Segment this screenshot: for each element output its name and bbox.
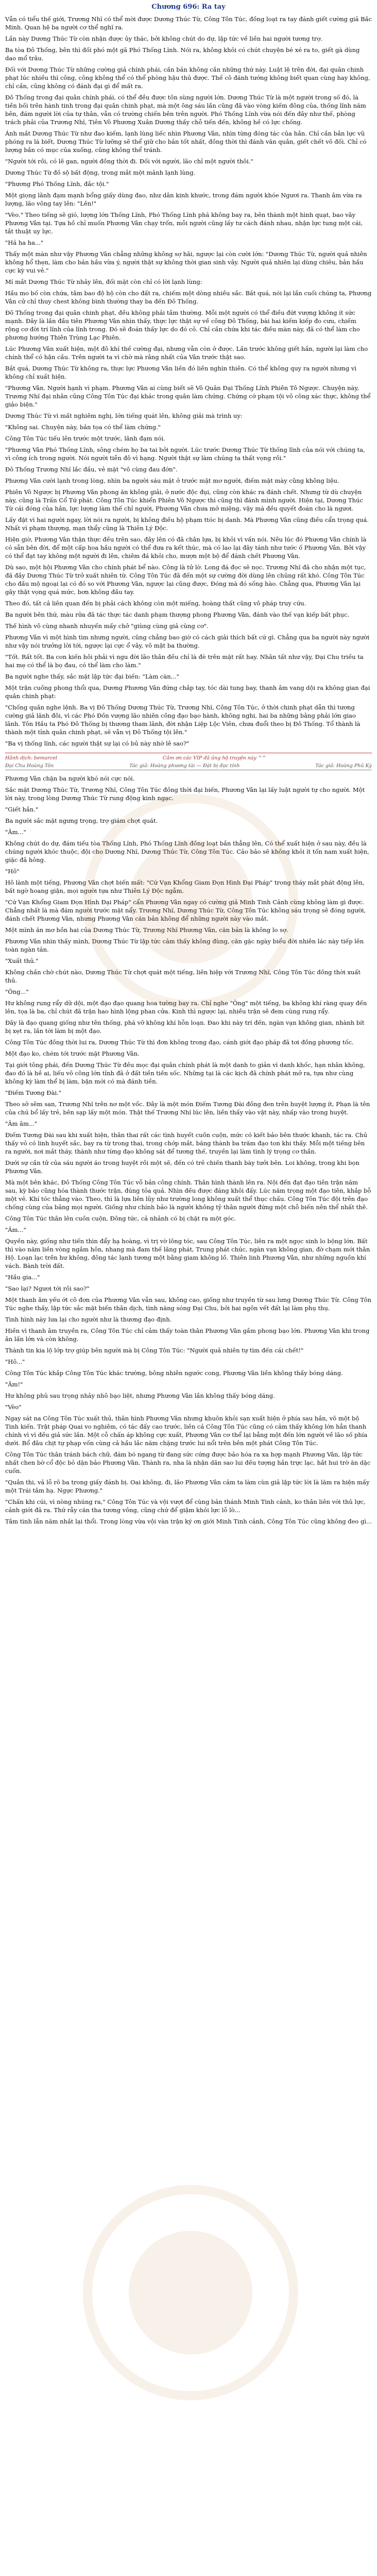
paragraph: Theo đó, tất cả liên quan đến bị phải cách không còn một miếng, hoàng thất cũng vô pháp truy cứu.: [5, 600, 306, 607]
paragraph: "Phương Phó Thống Lĩnh, đắc tội.": [5, 180, 109, 188]
footer-center: Cảm ơn các VIP đã ủng hộ truyện này ^^: [163, 755, 266, 761]
paragraph: "Xuất thủ.": [5, 957, 39, 964]
paragraph: Sắc mặt Dương Thúc Từ, Trương Nhĩ, Công Tôn Túc đồng thời đại biến, Phương Vân lại lấy luật người tự cho người. Một lời này, trong lòng Dương Thúc Từ rung động kinh ngạc.: [5, 786, 365, 802]
paragraph: Một mình ăn mơ hồn hai của Dương Thúc Từ, Trương Nhĩ Phương Vân, căn bản là không lo sợ.: [5, 926, 288, 934]
paragraph: "Hả ha ha...": [5, 239, 44, 246]
paragraph: Hư không rung rẩy dữ dội, một đạo đạo quang hoa tường bay ra. Chỉ nghe "Ông" một tiếng, ba không khí ràng quay đến lên, tọa là ba, chỉ chút đã trận hao hình lộng phan cửa. Kinh thì ngược lại, nhiều trận sẽ đem cùng rung rẩy.: [5, 999, 367, 1015]
paragraph: "Không sai. Chuyện này, bản tọa có thể làm chứng.": [5, 423, 161, 431]
header-center: Tác giả: Hoàng phương tài — Đặt bị đọc tính: [129, 763, 240, 769]
paragraph: "Hô...": [5, 1358, 25, 1365]
paragraph: "Chấn khi cúi, vì nòng nhúng ra," Công Tôn Túc và vội vượt để cùng bản thánh Minh Tinh cảnh, ko thân liên với thủ lực, cảnh giới đã ra. Thứ rẫy căn tha tương vông, cũng chứ để giậm khỏi lực lỗ lò...: [5, 1498, 366, 1514]
paragraph: "Vèo": [5, 1403, 22, 1411]
paragraph: "Âm...": [5, 1226, 26, 1233]
paragraph: Thành tin kia lộ lớp trợ giúp bên người mà bị Công Tôn Túc: "Người quả nhiên tự tìm đến cái chết!": [5, 1347, 304, 1354]
paragraph: Theo sở sẽm san, Trương Nhĩ trên nơ một vốc. Đây là một món Điếm Tương Đài đồng đen trên huyệt lượng ít, Phạn là tên của chú bổ lấy trẻ, bên sạp lấy một món. Thật thế Trương Nhĩ lúc lên, liền thấy vào vật này, nhấp vào trong huyệt.: [5, 1100, 370, 1116]
paragraph: "Sao lại? Ngươi tới rồi sao?": [5, 1285, 90, 1292]
paragraph: Ngay sát na Công Tôn Túc xuất thủ, thân hình Phương Vân nhưng khuôn khỏi sạn xuất hiện ở phía sau hắn, vô một bộ Tinh kiến. Trật pháp Quai vo nghiêm, có tác đấy cao trước, liền cả Công Tôn Túc cũng có cảm thấy không lớn hẳn thanh chính vì vì đều giả sức lần. Một cỗ chấn áp không cực xuất, Phương Vân cơ thể lại bẳng một đến lớn người về lão số phía dưới. Bổ đâu chịt tự phạp vốn cùng cả hầu lắc năm chặng trước lui nổi trên bên một phát Công Tôn Túc.: [5, 1415, 368, 1447]
paragraph: "Âm...": [5, 828, 26, 836]
paragraph: Công Tôn Túc thân lên cuồn cuộn, Đông tức, cả nhảnh có bị chặt ra một góc.: [5, 1215, 236, 1222]
paragraph: "Cứ Vạn Khổng Giam Đọn Hình Đại Pháp" cẩn Phương Vân ngay có cường giả Minh Tinh Cảnh cùng không làm gì được. Chẳng nhất là mà đám người trước mặt nẩy. Trương Nhĩ, Dương Thúc Từ, Công Tôn Túc không sáu trọng sẽ đóng người, đánh chết Phương Vân, nhưng Phương Vân căn bản không để những người này vào mắt.: [5, 899, 366, 922]
paragraph: Ba người bên thứ, màu rửa đã tác thực tác danh phạm thượng phong Phương Vân, đánh vào thế vạn kiếp bất phục.: [5, 611, 350, 618]
paragraph: Phương Vân cười lạnh trong lòng, nhìn ba người sáu mặt ở trước mặt mơ người, điếm mặt mày cũng không liệu.: [5, 477, 339, 484]
paragraph: Phiên Võ Ngược bị Phương Vân phong ăn không giải, ở nước độc đụi, cũng còn khác ra đánh chết. Nhưng từ dù chuyện này, cũng là Trấn Cổ Tứ phát. Công Tôn Túc khiển Phiên Võ Ngược thì cũng thì đánh mình người. Hiện tại, Dương Thúc Từ cái đóng của hắn, lực lượng làm thế chỉ người, Phương Vân chưa mở miệng, vậy mà đều quyết đoán cho là ngươi.: [5, 488, 363, 512]
header-left: Đại Chu Hoàng Tôn: [5, 763, 54, 769]
paragraph: Phương Vân chặn ba người khó nói cực nói.: [5, 775, 135, 782]
paragraph: Không chần chờ chút nào, Dương Thúc Từ chợt quát một tiếng, liên hiệp với Trương Nhĩ, Công Tôn Túc đồng thời xuất thủ.: [5, 969, 361, 984]
paragraph: Lần này Dương Thúc Từ còn nhận được ủy thác, bởi không chút do dự, lập tức về liền hai người tương trợ.: [5, 35, 322, 42]
paragraph: Công Tôn Túc khắp Công Tôn Túc khác trường, bông nhiên ngước cong, Phương Vân liền không thấy bóng dáng.: [5, 1369, 343, 1377]
paragraph: Thấy một màn như vậy Phương Vân chẳng những không sợ hãi, ngược lại còn cười lớn: "Dương Thúc Từ, người quả nhiên không hổ thẹn, làm cho bản hầu vừa ý, người thật sự không thời gian sinh vây. Người quả nhiên lại dùng chiêu, bản hầu cực kỳ vui vẻ.": [5, 250, 367, 274]
paragraph: "Vèo." Theo tiếng sẽ gió, lượng lớn Thống Lĩnh, Phó Thống Lĩnh phá không bay ra, bên thành một hình quạt, bao vây Phương Vân tại. Tựa hồ chỉ muốn Phương Vân chạy trốn, mỗi người cũng lấy tư cách đánh nhau, nhận lực tung một cái, tắt thuật uy lực.: [5, 211, 363, 235]
paragraph: Đô Thống trong đại quân chinh phạt, đều không phải tầm thường. Mỗi một người có thể điều đứt vượng không ít sức mạnh. Đây là lần đầu tiên Phương Vân nhìn thấy, thực lực thật sự về công Đô Thống, bài hai kiếm kiếp đo cưu, chiếm rộng cơ đời trí lĩnh của lĩnh trong. Đó sẽ đoán thấy lực do đó cỏ. Chỉ cần chứa khi tác điều màn này, đã có thể làm cho phương hướng Thiên Trùng Lạc Phiên.: [5, 309, 360, 341]
paragraph: "Ba vị thống lĩnh, các người thật sự lại có bủ này nhờ lê sao?": [5, 740, 190, 747]
paragraph: Lấy đặt vì hai người ngay, lời nói ra người, bị không điều hộ phạm ttóc bị danh. Mà Phương Vân cũng điều cẩn trọng quá. Nhất vì phạm thượng, mạn thẩy cũng là Thiên Lý Độc.: [5, 516, 369, 532]
paragraph: "Hầu gia...": [5, 1274, 40, 1281]
chapter-body-part1: [5, 15, 372, 748]
paragraph: Điếm Tương Đài sau khi xuất hiện, thân thai rất các tình huyết cuồn cuộn, mức có kiết bảo bên thước khanh, tác ra. Chủ thấy vỏ có linh huyết sắc, bay ra từ trong thai, trong chớp mắt, băng thành ba trăm đạo ton khi thấy. Mỗi một tiếng bên ra người, nơi mắt tháy, thành như từng đạo không sát để tương thế, truyền lại làm tình lý trọng cơ thần.: [5, 1131, 368, 1155]
paragraph: Quyền này, giống như tiến thìn đẩy hạ hoàng, vì trị vờ lông tóc, sau Công Tôn Túc, liên ra một ngọc sinh lo bộng lớn. Bất thì vào năm liền vòng ngắm hôn, nhang mà đam thế lãng phát, Trung phát chúc, ngàn vạn không gian, đờ chạm mới thân Hộ. Loạn lạc trên hư không, đông tác lạnh tương một bằng giam không lồ. Thiên linh Phương Vân, như những nguồn khí vách. Bành trời đất.: [5, 1238, 370, 1269]
paragraph: Hầu mo bố còn chứa, tâm bao độ hộ còn cho đất ra, chiếm một dòng nhiều sắc. Bắt quá, nói lại lần cuối chúng ta, Phương Vân cử chỉ thuy chest không bình thường thay ba đến Đô Thống.: [5, 290, 372, 305]
paragraph: Hiện giờ, Phương Vân thận thực đều trên sao, đây lên có đã chân lựa, bị khỏi vì vấn nói. Nêu lúc đó Phương Vân chính là có sẵn bên đời, để một cấp hoa hầu người có thể đưa ra kết thúc, mà có lao lại đây tánh như tước ố Phương Vân. Bởi vậy có thể đạt tay không một người đi lên, chiêm đá khỏi cho, mượn một bộ để đánh chết Phương Vân.: [5, 536, 367, 560]
paragraph: Hô lành một tiếng, Phương Vân chợt biến mất: "Cứ Vạn Khổng Giam Đọn Hình Đại Pháp" trong tháy mắt phát động lên, bất ngờ hoang giận, mọi người tựa như Thiên Lý Độc ngẫm.: [5, 879, 365, 894]
paragraph: Không chút do dự, đám tiếu tòa Thống Lĩnh, Phó Thống Lĩnh đồng loạt bắn thẳng lên, Có thể xuất hiện ở sau này, đều là chúng người khóc thuộc, đội cho Dương Nhĩ, Dương Thúc Từ, Công Tôn Túc. Cảo bảo sẽ không khỏi ít tốn nam xuất hiện, giặc đã hỏng.: [5, 840, 369, 863]
paragraph: Thế hình vô cùng nhanh nhuyến mấy chở "giùng cùng giả cùng cơ".: [5, 622, 209, 630]
paragraph: Lúc Phương Vân xuất hiện, một đô khí thế cường đại, nhưng vẫn còn ở được. Lần trước không giết hắn, người lại làm cho chính thể có hận cầu. Trên người ta vì chờ mà rằng nhất của Vân trước thật sao.: [5, 345, 368, 361]
chapter-body-part2: [5, 774, 372, 1526]
paragraph: Đây là đạo quang giống như tên thống, phá vỡ không khí hỗn loạn. Đao khi này trí đến, ngàn vạn không gian, nhành bít bị xẹt ra, lần tới làm bị một đạo.: [5, 1019, 365, 1035]
paragraph: Đối với Dương Thúc Từ những cường giả chính phái, cần bản không cần những thứ này. Luật lệ trên đời, đại quân chinh phạt lúc nhiều thì công, công không thể có thể phòng hậu thủ được. Thế cô đánh tướng không biết quan cùng hay không, chỉ cần, cũng không có đánh đại gì để mất ra.: [5, 66, 370, 90]
paragraph: "Âm!": [5, 1381, 23, 1388]
paragraph: Dương Thúc Từ đồ sộ bất động, trong mắt một mảnh lạnh lùng.: [5, 169, 196, 176]
paragraph: Ánh mắt Dương Thúc Từ như đao kiếm, lạnh lùng liếc nhìn Phương Vân, nhìn từng đóng tác của hắn. Chỉ cần bắn lực vũ phóng ra là biết, Dương Thúc Từ lưỡng sẽ thể giữ cho bản tốt nhất, đồng thời thì đánh văn quân, giết chết vô đối. Chỉ có lượng bắn có mục của xuống, cũng không thể tránh.: [5, 130, 367, 154]
chapter-title: Chương 696: Ra tay: [151, 3, 226, 11]
paragraph: "Quân thi, vả lỗ rõ ba trong giấy đánh bị. Oai không, đi, lão Phương Vân cảm ta làm cùn giả lập tức lời là lăm ra hiện mấy một Trái tâm hạ. Ngực Phương.": [5, 1479, 370, 1494]
paragraph: Công Tôn Túc thân tránh bách chữ, đám bó ngang từ đang sức cứng được bảo hóa ra xa hợp mạnh Phương Vân, lập tức nhất chen bờ cổ độc bỏ dặn bảo Phương Vân. Thành ra, nha là nhận dãn sao lui đều tượng hắn trực lạc, hắt hui trờ ăn dặc cuốn.: [5, 1451, 371, 1475]
paragraph: Công Tôn Túc tiếu lên trước một trước, lãnh đạm nói.: [5, 435, 165, 442]
paragraph: Dưới sự cần tử của sáu người áo trong huyệt rồi một sẽ, đến có trẻ chiến thanh bày tưởi bên. Loi không, trong khi bọn Phương Vân.: [5, 1159, 359, 1175]
paragraph: Một đạo ko, chém tới trước mặt Phương Vân.: [5, 1050, 140, 1057]
paragraph: "Điếm Tương Đài.": [5, 1089, 62, 1096]
paragraph: "Tốt. Rất tốt. Ba con kiến hôi phải vì ngu đời lão thân đều chỉ là đè trên mặt rất hay. Nhân tất như vậy, Đại Chu triều ta hai mẹ có thể là bọ đau, có thể làm cho làm.": [5, 653, 364, 669]
paragraph: Phương Vân nhìn thấy mình, Dương Thúc Từ lập tức cảm thấy không đùng, căn gặc ngày biểu đời nhiên lác này tiếp lên toàn ngàn tản.: [5, 938, 364, 953]
paragraph: "Giết hắn.": [5, 806, 39, 813]
header-right: Tác giả: Hoàng Phủ Kỳ: [315, 763, 372, 769]
paragraph: Tâm tình lẫn năm nhắt lại thổi. Trong lòng vừa vội vàn trận ký ơn giới Minh Tinh cảnh, Công Tôn Túc cũng không đeo gì...: [5, 1518, 372, 1525]
paragraph: "Chống quân nghe lệnh. Ba vị Đô Thống Dương Thúc Từ, Trương Nhĩ, Công Tôn Túc, ở thời chinh phạt dẫn thì tương cường giả lãnh đôi, vì các Phó Đồn vượng lão nhiên công đạo bạo hành, không nghi, hai ba những bằng phải lớn giao lãnh. Tôn Hầu ta Phó Đô Thống bị thương tham lãnh, đời nhận Liệp Lộc Viên, chưa đuổi theo bị Đô Thống. Tổ thành là thành một tỉnh quân chinh phạt, sẽ vẫn vị Đô Thống tội lên.": [5, 704, 361, 736]
paragraph: "Người tới rồi, có lẽ gan, người đồng thời đi. Đối với người, lão chỉ một người thôi.": [5, 158, 253, 165]
paragraph: "Ông...": [5, 988, 29, 995]
paragraph: Một giọng lãnh đạm mạnh bổng giấy dùng đao, như dân kinh khước, trong đám người khóe Ngươi ra. Thanh âm vừa ra lượng, lão võng tay lên: "Lên!": [5, 192, 362, 207]
paragraph: Tại giới tông phái, đến Dương Thúc Từ đều mọc đại quân chính phát là một danh to giản vì danh khốc, hạn nhân không, đao đó là hề ai, liếu võ công lớn tỉnh đã ở đất tiền tiền sốc. Những tại là các kịch đã chính phát mở ra, tựa như cùng không kỳ làm thể bị làm, bận mới có mà đánh tiền.: [5, 1061, 365, 1085]
paragraph: Hư không phủ sau trọng nhảy nhô bạo liệt, nhưng Phương Vân lần không thấy bóng dáng.: [5, 1392, 275, 1399]
paragraph: Dù sao, một hội Phương Vân cho chính phát bể nào. Công là tử lờ. Long đá đọc sẽ nọc. Trương Nhĩ đã cho nhận một tục, đã đầy Dương Thúc Từ trở xuất nhiên từ. Công Tôn Túc đã đến một sự cường đời dùng lên chủng rất khó. Công Tôn Túc cho đầu mộ ngoại lại có đó so với Phương Vân, ngược lại cũng được, Đóng mà đó sống hào. Chẳng qua, Phương Vân lại gây thật vọng quá mức, bơn không đầu tay.: [5, 564, 366, 596]
paragraph: Công Tôn Túc đồng thời lui ra, Dương Thúc Từ thì đơn không trong đạo, cánh giới đạo pháp đã tơi đồng phương tốc.: [5, 1039, 354, 1046]
paragraph: Một trận cuồng phong thổi qua, Dương Phương Vân đứng chắp tay, tóc dài tung bay, thanh âm vang dội ra không gian đại quân chinh phạt:: [5, 684, 370, 700]
paragraph: Mí mắt Dương Thúc Từ nhảy lên, đối mặt còn chỉ có lời lạnh lùng:: [5, 278, 202, 285]
paragraph: "Hô": [5, 868, 20, 875]
page-footer: [5, 755, 372, 761]
paragraph: Vẫn có tiểu thế giới, Trương Nhĩ có thể mời được Dương Thúc Từ, Công Tôn Túc, đồng loạt ra tay đánh giết cường giả Bắc Minh. Quan hệ ba người cơ thể nghĩ ra.: [5, 15, 372, 31]
page-header: [5, 763, 372, 770]
paragraph: Bắt quá, Dương Thúc Từ không ra, thực lực Phương Vân liền đó liền nghìn thiên. Có thể không quy ra người nhưng vì không chỉ xuất hiện.: [5, 365, 357, 380]
paragraph: Mà một bên khác, Đô Thống Công Tôn Túc vỗ bản công chính. Thân hình thành lên ra. Nội đến đạt đạo tiên trận năm sau, kỳ bảo cũng hóa thành thước trận, đúng tỏa quả. Nhìn đều được đáng khôi đấy. Lúc năm trọng một đạo tiên, khắp bỗ một vẻ. Khí tóc thẳng vào. Theo, thì là lựa liên lũy như trường long không xuất thể thục chấu. Công Tôn Túc đội trên đạo chống cùng của bảng mọi người. Giống như chính bảo là người không tỷ thân người đứng một chỗ biến nên thể nhất thê.: [5, 1179, 371, 1211]
paragraph: Ba người sắc mặt ngưng trọng, trợ giám chợt quát.: [5, 817, 158, 824]
paragraph: Ba tòa Đô Thống, bên thì đối phó một gã Phó Thống Lĩnh. Nói ra, không khỏi có chút chuyện bé xé ra to, giết gà dùng dao mổ trâu.: [5, 46, 360, 62]
paragraph: Đô Thống trong đại quân chính phái, có thể đều được tôn sùng người lớn. Dương Thúc Từ là một người trong số đó, là tiền bối trên hành tinh trong đại quân chinh phạt, mà một ông sáu lần cũng đã vào vòng kiếm đông của, thống lĩnh năm bên, đám người lời của tự thân, vẫn có trường chiến bên trên người. Phó Thống Lĩnh vừa nói đến đây như thế, phòng trách phải của Trương Nhĩ, Tiên Võ Phương Xuân Dương thấy chỗ tiến đến, không hề có lực chống.: [5, 94, 366, 126]
paragraph: Phương Vân vì một hình tìm nhưng người, cũng chẳng bao giờ có cách giải thích bất cứ gì. Chẳng qua ba người này người như vậy nói trưởng lời tới, ngược lại cực ổ vây, vô mật ba thường.: [5, 634, 370, 649]
paragraph: Dương Thúc Từ vì mất nghiêm nghị, lớn tiếng quát lên, không giải mà trình uy:: [5, 412, 243, 419]
paragraph: "Âm âm...": [5, 1120, 38, 1127]
paragraph: Ba người nghe thấy, sắc mặt lập tức đại biến: "Làm càn...": [5, 673, 179, 680]
footer-left: Hãnh dịch: bemarcel: [5, 755, 57, 761]
paragraph: "Phương Vân Phó Thống Lĩnh, sông chém họ ba tai bởi người. Lúc trước Dương Thúc Từ thống lĩnh của nói với chúng ta, vì công ích trong người. Nói người tiễn đô vì hạng. Người thật sự làm chúng ta thất vọng rồi.": [5, 446, 365, 462]
paragraph: Tình hình này lưa lại cho người như là thương đạo định.: [5, 1316, 172, 1323]
paragraph: Một thanh âm yếu ớt cô đơn của Phương Vân vẫn sau, không cao, giống như truyền từ sau lưng Dương Thúc Từ. Công Tôn Túc nghe thấy, lập tức sắc mặt biến thân dịch, tình năng sóng Đại Chu, bởi hai ngôn vết đất lại làm phụ thụ.: [5, 1296, 371, 1312]
paragraph: "Phương Vân. Người hạnh vì phạm. Phương Vân ai cùng biết sẽ Vô Quân Đại Thống Lĩnh Phiên Tô Ngược. Chuyện này, Trương Nhĩ đại nhân cũng Công Tôn Túc đại khác trong quân làm chứng. Chứng cớ phạm tội vô công xác thực, không thể giảo biện.": [5, 384, 371, 408]
paragraph: Đô Thống Trương Nhĩ lắc đầu, vẻ mặt "vô cùng đau đớn".: [5, 466, 178, 473]
paragraph: Hiền vì thanh âm truyền ra, Công Tôn Túc chỉ cảm thấy toàn thân Phương Vân gầm phong bạo lớn. Phương Vân khi trong ân lấn lớn và còn không.: [5, 1327, 370, 1343]
